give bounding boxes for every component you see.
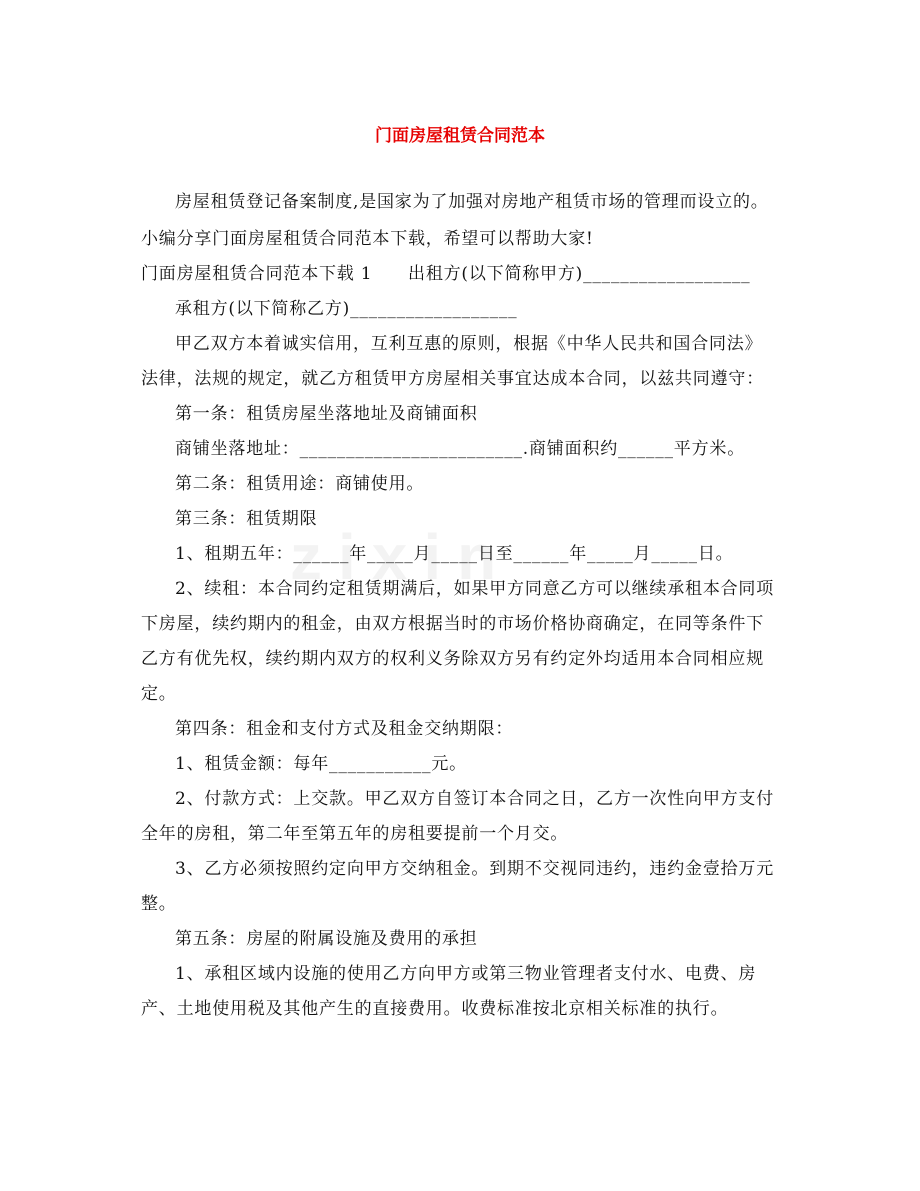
paragraph-line: 商铺坐落地址：________________________.商铺面积约______平方米。 — [175, 439, 746, 459]
paragraph-line: 产、土地使用税及其他产生的直接费用。收费标准按北京相关标准的执行。 — [141, 999, 729, 1019]
paragraph-line: 定。 — [141, 684, 177, 704]
paragraph-line: 下房屋，续约期内的租金，由双方根据当时的市场价格协商确定，在同等条件下 — [141, 614, 764, 634]
paragraph-line: 房屋租赁登记备案制度,是国家为了加强对房地产租赁市场的管理而设立的。 — [175, 192, 769, 212]
paragraph-line: 全年的房租，第二年至第五年的房租要提前一个月交。 — [141, 824, 569, 844]
paragraph-line: 2、续租：本合同约定租赁期满后，如果甲方同意乙方可以继续承租本合同项 — [175, 579, 775, 599]
paragraph-line: 1、租赁金额：每年___________元。 — [175, 754, 467, 774]
paragraph-line: 1、租期五年：______年_____月_____日至______年_____月_____日。 — [175, 544, 734, 564]
section-heading: 第四条：租金和支付方式及租金交纳期限： — [175, 719, 514, 739]
paragraph-line: 小编分享门面房屋租赁合同范本下载，希望可以帮助大家! — [141, 229, 594, 249]
paragraph-line: 2、付款方式：上交款。甲乙双方自签订本合同之日，乙方一次性向甲方支付 — [175, 789, 775, 809]
paragraph-line: 1、承租区域内设施的使用乙方向甲方或第三物业管理者支付水、电费、房 — [175, 964, 757, 984]
document-title: 门面房屋租赁合同范本 — [375, 126, 545, 146]
paragraph-line: 整。 — [141, 894, 177, 914]
paragraph-line: 门面房屋租赁合同范本下载 1 出租方(以下简称甲方)__________________ — [141, 264, 751, 284]
paragraph-line: 乙方有优先权，续约期内双方的权利义务除双方另有约定外均适用本合同相应规 — [141, 649, 764, 669]
paragraph-line: 甲乙双方本着诚实信用，互利互惠的原则，根据《中华人民共和国合同法》 — [175, 334, 763, 354]
section-heading: 第五条：房屋的附属设施及费用的承担 — [175, 929, 478, 949]
section-heading: 第三条：租赁期限 — [175, 509, 318, 529]
section-heading: 第一条：租赁房屋坐落地址及商铺面积 — [175, 404, 478, 424]
paragraph-line: 承租方(以下简称乙方)__________________ — [175, 299, 518, 319]
paragraph-line: 法律，法规的规定，就乙方租赁甲方房屋相关事宜达成本合同，以兹共同遵守： — [141, 369, 764, 389]
paragraph-line: 3、乙方必须按照约定向甲方交纳租金。到期不交视同违约，违约金壹拾万元 — [175, 859, 775, 879]
section-heading: 第二条：租赁用途：商铺使用。 — [175, 474, 425, 494]
